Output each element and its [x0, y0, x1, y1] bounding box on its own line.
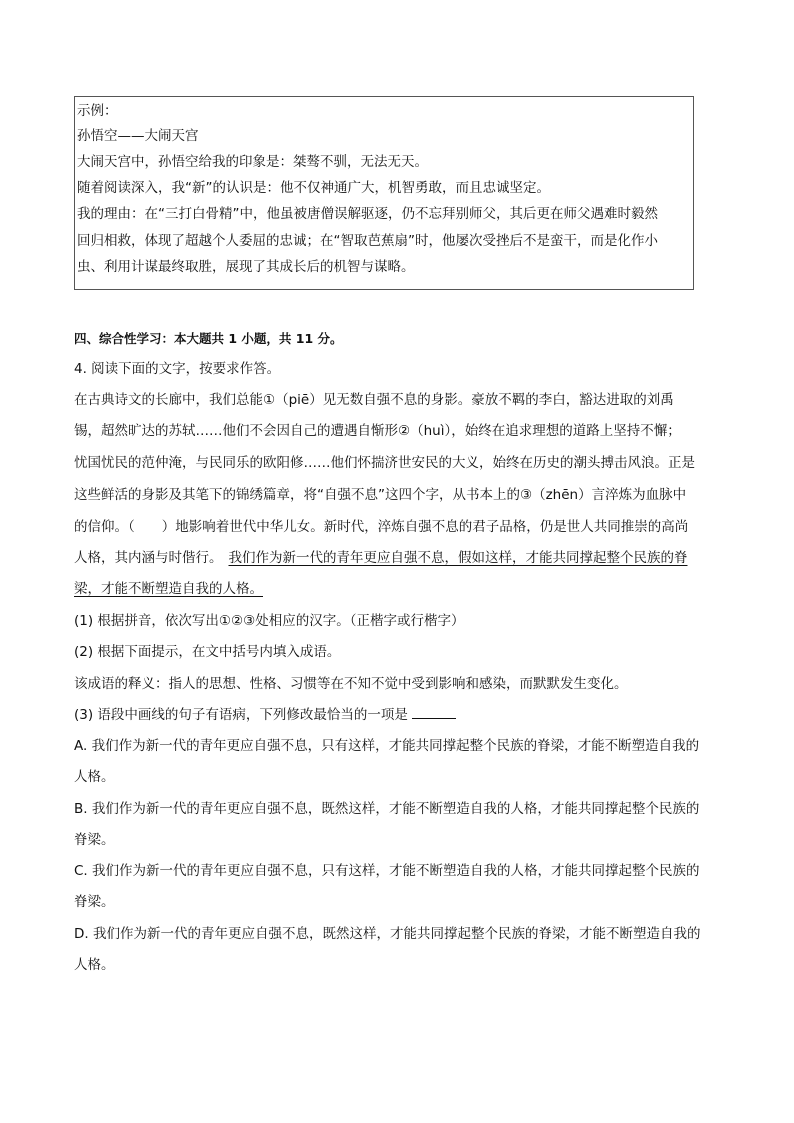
option-b-cont: 脊梁。 — [74, 832, 115, 848]
option-c-cont: 脊梁。 — [74, 894, 115, 910]
subquestion-1: (1) 根据拼音，依次写出①②③处相应的汉字。（正楷字或行楷字） — [74, 613, 465, 629]
example-line: 示例： — [77, 103, 118, 119]
passage-line: 这些鲜活的身影及其笔下的锦绣篇章，将“自强不息”这四个字，从书本上的③（zhēn）言淬炼为血脉中 — [74, 487, 687, 503]
passage-line: 在古典诗文的长廊中，我们总能①（piē）见无数自强不息的身影。豪放不羁的李白，豁达进取的刘禹 — [74, 392, 674, 408]
example-line: 我的理由：在“三打白骨精”中，他虽被唐僧误解驱逐，仍不忘拜别师父，其后更在师父遇难时毅然 — [77, 206, 658, 222]
example-line: 大闹天宫中，孙悟空给我的印象是：桀骜不驯，无法无天。 — [77, 154, 428, 170]
underlined-sentence: 我们作为新一代的青年更应自强不息，假如这样，才能共同撑起整个民族的脊 — [228, 550, 688, 566]
section-heading: 四、综合性学习：本大题共 1 小题，共 11 分。 — [74, 331, 343, 346]
example-line: 孙悟空——大闹天宫 — [77, 128, 199, 144]
example-answer-box — [74, 96, 694, 290]
subquestion-2: (2) 根据下面提示，在文中括号内填入成语。 — [74, 644, 341, 660]
option-b: B. 我们作为新一代的青年更应自强不息，既然这样，才能不断塑造自我的人格，才能共同撑起整个民族的 — [74, 801, 700, 817]
question-title: 4. 阅读下面的文字，按要求作答。 — [74, 361, 281, 377]
passage-line: 忧国忧民的范仲淹，与民同乐的欧阳修……他们怀揣济世安民的大义，始终在历史的潮头搏击风浪。正是 — [74, 455, 695, 471]
option-a: A. 我们作为新一代的青年更应自强不息，只有这样，才能共同撑起整个民族的脊梁，才能不断塑造自我的 — [74, 738, 700, 754]
idiom-hint: 该成语的释义：指人的思想、性格、习惯等在不知不觉中受到影响和感染，而默默发生变化。 — [74, 676, 628, 692]
option-c: C. 我们作为新一代的青年更应自强不息，只有这样，才能不断塑造自我的人格，才能共同撑起整个民族的 — [74, 863, 700, 879]
answer-blank[interactable] — [412, 706, 456, 719]
passage-text: 人格，其内涵与时偕行。 — [74, 550, 223, 566]
subquestion-3 — [74, 706, 456, 724]
example-line: 虫、利用计谋最终取胜，展现了其成长后的机智与谋略。 — [77, 259, 415, 275]
option-a-cont: 人格。 — [74, 769, 115, 785]
subquestion-3-text: (3) 语段中画线的句子有语病，下列修改最恰当的一项是 — [74, 707, 408, 723]
passage-line — [74, 549, 688, 567]
underlined-sentence: 梁，才能不断塑造自我的人格。 — [74, 581, 263, 597]
option-d-cont: 人格。 — [74, 957, 115, 973]
option-d: D. 我们作为新一代的青年更应自强不息，既然这样，才能共同撑起整个民族的脊梁，才能不断塑造自我的 — [74, 926, 701, 942]
example-line: 随着阅读深入，我“新”的认识是：他不仅神通广大，机智勇敢，而且忠诚坚定。 — [77, 180, 550, 196]
passage-line: 锡，超然旷达的苏轼……他们不会因自己的遭遇自惭形②（huì），始终在追求理想的道路上坚持不懈； — [74, 423, 681, 439]
example-line: 回归相救，体现了超越个人委屈的忠诚；在“智取芭蕉扇”时，他屡次受挫后不是蛮干，而是化作小 — [77, 233, 658, 249]
passage-line: 的信仰。（ ）地影响着世代中华儿女。新时代，淬炼自强不息的君子品格，仍是世人共同推崇的高尚 — [74, 519, 689, 535]
